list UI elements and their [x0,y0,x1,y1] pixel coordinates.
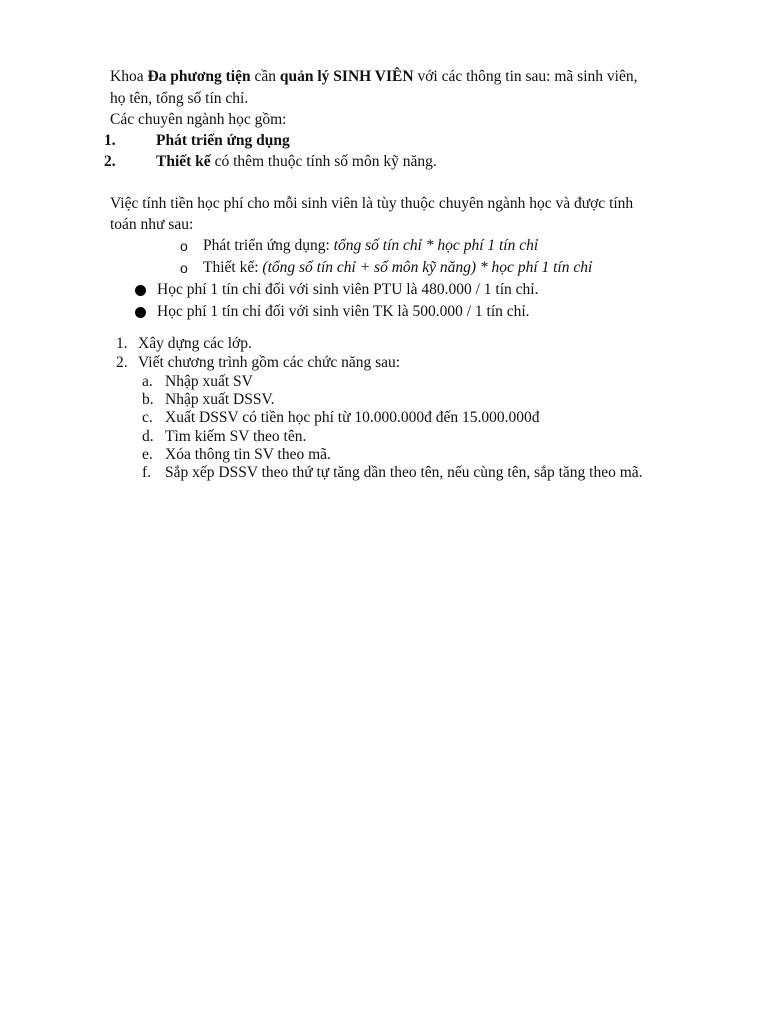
function-item: Nhập xuất DSSV. [165,391,275,408]
formula-label: Phát triển ứng dụng: [203,237,334,254]
major-name: Phát triển ứng dụng [156,132,290,149]
function-item: Xuất DSSV có tiền học phí từ 10.000.000đ đến 15.000.000đ [165,409,540,426]
formula-label: Thiết kế: [203,259,263,276]
intro-text: Khoa [110,68,148,85]
hollow-bullet-icon: o [180,260,188,276]
major-desc: có thêm thuộc tính số môn kỹ năng. [210,153,437,170]
fee-paragraph-line-1: Việc tính tiền học phí cho mỗi sinh viên là tùy thuộc chuyên ngành học và được tính [110,195,634,212]
formula-expression: tổng số tín chỉ * học phí 1 tín chỉ [333,237,539,254]
major-number: 2. [104,153,116,170]
fee-paragraph-line-2: toán như sau: [110,216,194,233]
function-item: Nhập xuất SV [165,373,253,390]
intro-text: cần [250,68,280,85]
fee-rate-item: Học phí 1 tín chỉ đối với sinh viên PTU là 480.000 / 1 tín chỉ. [157,281,539,298]
major-item [156,131,290,151]
management-subject: quản lý SINH VIÊN [279,68,414,85]
filled-bullet-icon [135,307,146,318]
majors-heading: Các chuyên ngành học gồm: [110,111,287,128]
major-item [156,152,437,172]
formula-item [203,258,592,278]
major-number: 1. [104,132,116,149]
task-number: 2. [116,354,128,371]
task-item: Viết chương trình gồm các chức năng sau: [138,354,401,371]
function-item: Tìm kiếm SV theo tên. [165,428,307,445]
formula-item [203,236,538,256]
function-letter: a. [142,373,153,390]
function-letter: d. [142,428,154,445]
task-number: 1. [116,335,128,352]
function-letter: f. [142,464,152,481]
filled-bullet-icon [135,285,146,296]
hollow-bullet-icon: o [180,238,188,254]
intro-line-2: họ tên, tổng số tín chỉ. [110,90,249,107]
function-letter: e. [142,446,153,463]
task-item: Xây dựng các lớp. [138,335,252,352]
major-name: Thiết kế [156,153,211,170]
function-letter: b. [142,391,154,408]
formula-expression: (tổng số tín chỉ + số môn kỹ năng) * học phí 1 tín chỉ [262,259,593,276]
function-item: Xóa thông tin SV theo mã. [165,446,331,463]
function-letter: c. [142,409,153,426]
intro-text: với các thông tin sau: mã sinh viên, [413,68,638,85]
fee-rate-item: Học phí 1 tín chỉ đối với sinh viên TK là 500.000 / 1 tín chỉ. [157,303,530,320]
intro-line-1 [110,67,637,87]
function-item: Sắp xếp DSSV theo thứ tự tăng dần theo tên, nếu cùng tên, sắp tăng theo mã. [165,464,643,481]
department-name: Đa phương tiện [147,68,251,85]
